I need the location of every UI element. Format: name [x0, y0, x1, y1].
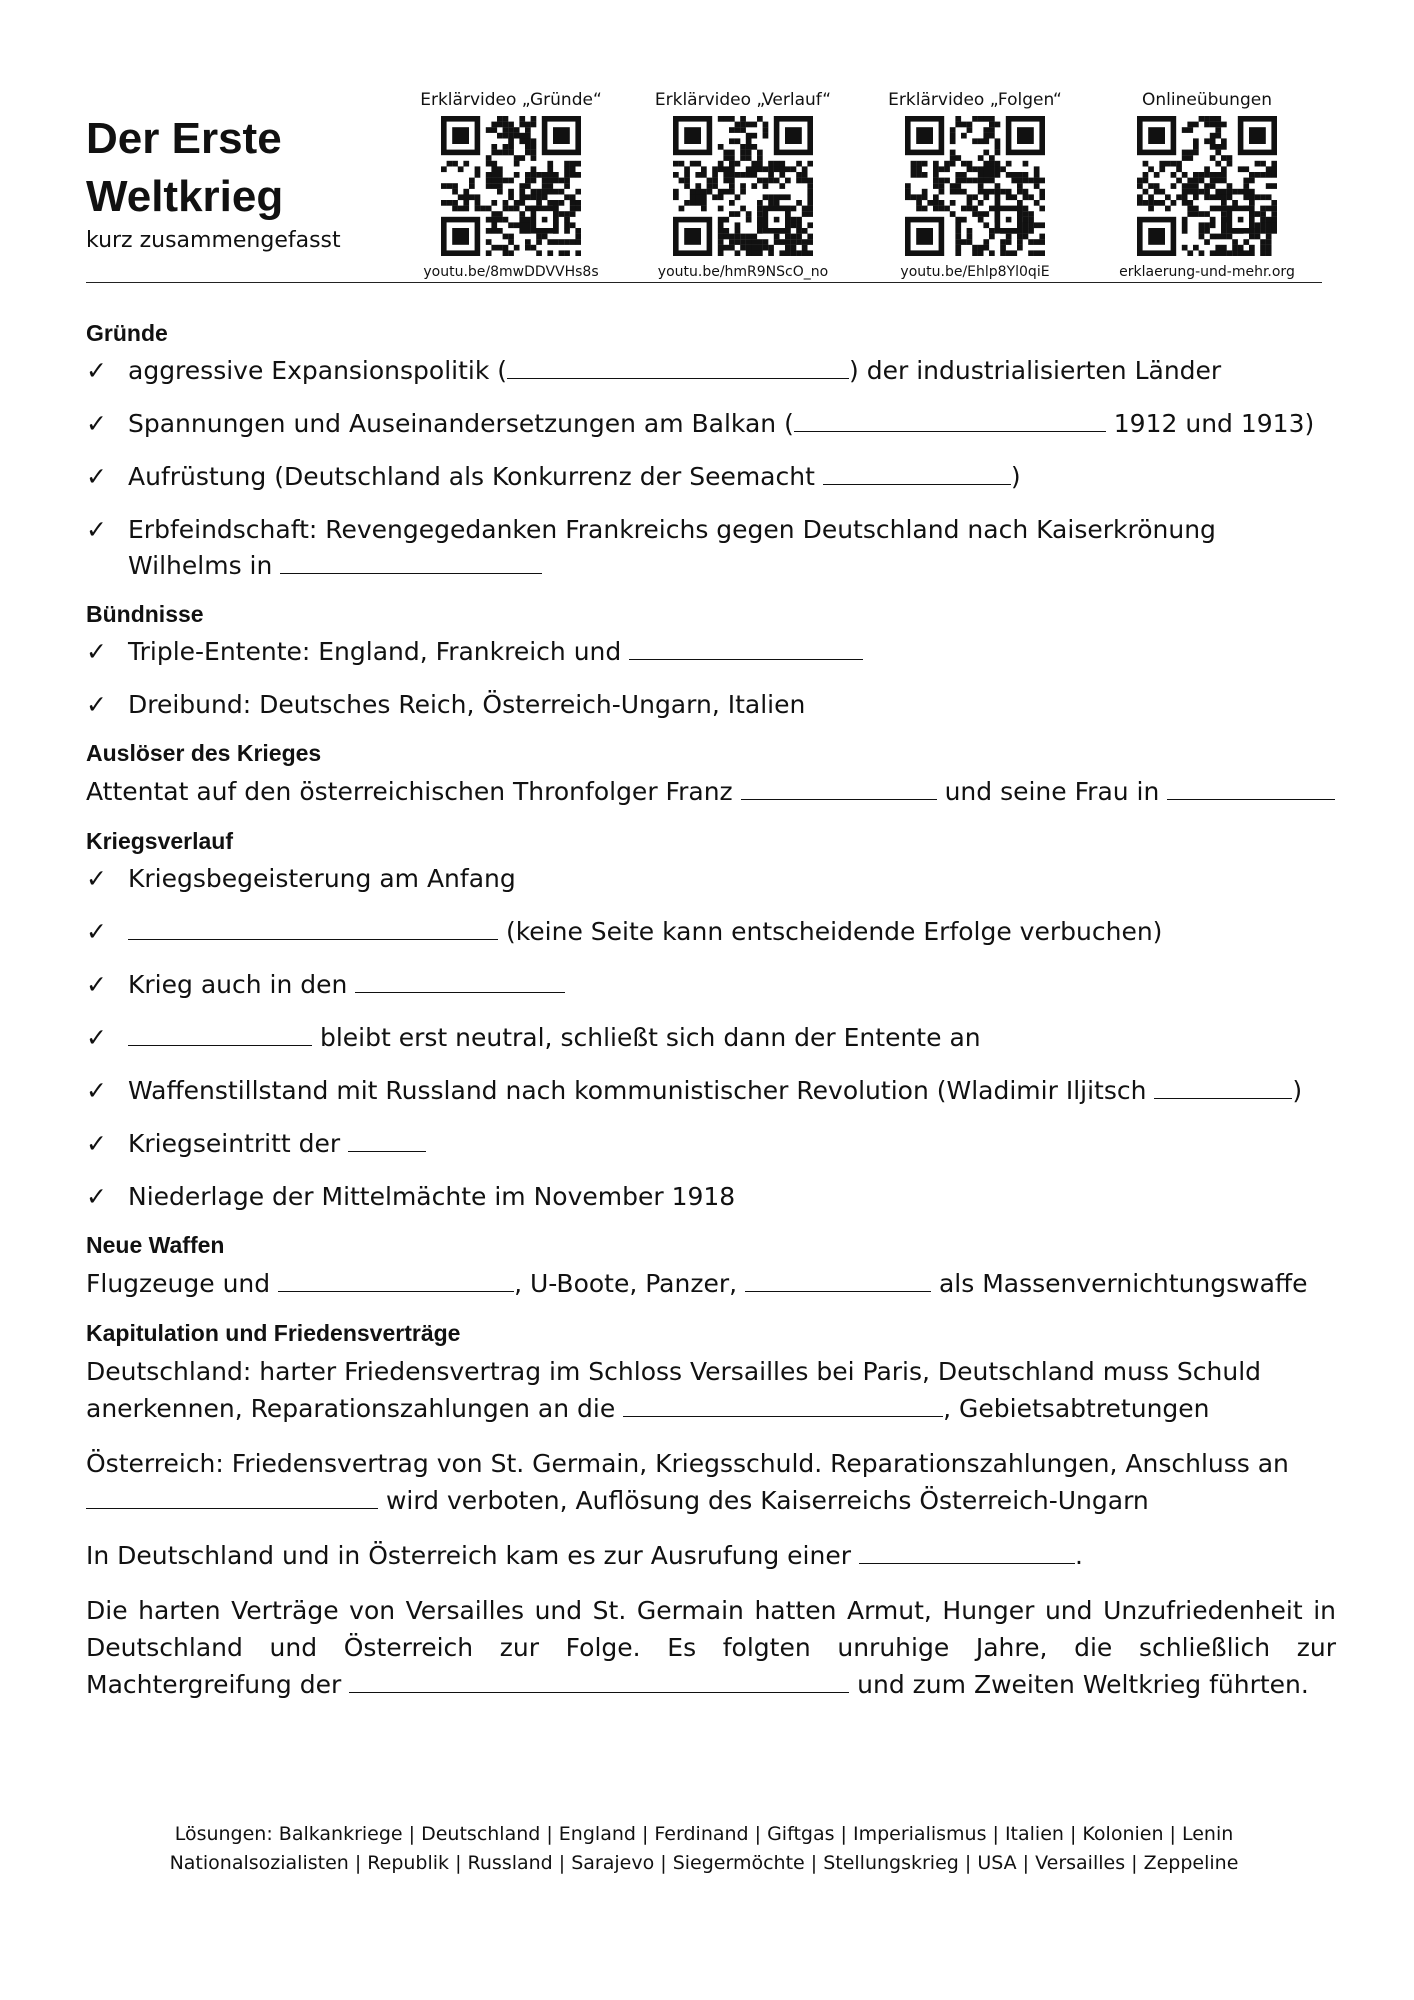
section-kapitulation — [86, 1320, 1336, 1703]
qr-code-icon — [441, 116, 581, 256]
section-kriegsverlauf — [86, 828, 1336, 1215]
paragraph: Die harten Verträge von Versailles und St. Germain hatten Armut, Hunger und Unzufriedenheit in Deutschland und Österreich zur Folge. Es folgten unruhige Jahre, die schließlich zur Machtergreifung der und zum Zweiten Weltkrieg führten. — [86, 1596, 1336, 1699]
section-title: Neue Waffen — [86, 1232, 225, 1258]
paragraph: Österreich: Friedensvertrag von St. Germain, Kriegsschuld. Reparationszahlungen, Anschluss an wird verboten, Auflösung des Kaiserreichs Österreich-Ungarn — [86, 1449, 1289, 1515]
check-icon: ✓ — [86, 917, 107, 946]
paragraph: Attentat auf den österreichischen Thronfolger Franz und seine Frau in — [86, 773, 1336, 810]
list-item: ✓ Dreibund: Deutsches Reich, Österreich-Ungarn, Italien — [86, 687, 1336, 723]
list-item: ✓ Triple-Entente: England, Frankreich und — [86, 634, 1336, 670]
list-item: ✓ (keine Seite kann entscheidende Erfolge verbuchen) — [86, 914, 1336, 950]
list-item: ✓ Waffenstillstand mit Russland nach kommunistischer Revolution (Wladimir Iljitsch ) — [86, 1073, 1336, 1109]
fill-in-blank[interactable] — [86, 1483, 378, 1509]
section-title: Gründe — [86, 320, 168, 346]
fill-in-blank[interactable] — [355, 967, 565, 993]
solutions-footer — [86, 1820, 1322, 1878]
fill-in-blank[interactable] — [1154, 1073, 1292, 1099]
fill-in-blank[interactable] — [741, 774, 937, 800]
paragraph: Deutschland: harter Friedensvertrag im Schloss Versailles bei Paris, Deutschland muss Schuld anerkennen, Reparationszahlungen an die , Gebietsabtretungen — [86, 1357, 1262, 1423]
check-icon: ✓ — [86, 637, 107, 666]
worksheet-header — [86, 90, 1322, 284]
qr-code-gruende — [406, 90, 616, 280]
title-block — [86, 110, 416, 253]
qr-caption: Erklärvideo „Folgen“ — [888, 90, 1062, 110]
solutions-line: Lösungen: Balkankriege | Deutschland | England | Ferdinand | Giftgas | Imperialismus | Italien | Kolonien | Lenin — [174, 1823, 1234, 1845]
qr-code-folgen — [870, 90, 1080, 280]
qr-code-icon — [1137, 116, 1277, 256]
list-item: ✓ bleibt erst neutral, schließt sich dann der Entente an — [86, 1020, 1336, 1056]
section-title: Bündnisse — [86, 601, 204, 627]
check-icon: ✓ — [86, 970, 107, 999]
list-item: ✓ Erbfeindschaft: Revengegedanken Frankreichs gegen Deutschland nach Kaiserkrönung Wilhelms in — [86, 512, 1308, 584]
header-divider — [86, 282, 1322, 283]
check-icon: ✓ — [86, 515, 107, 544]
qr-code-icon — [905, 116, 1045, 256]
fill-in-blank[interactable] — [128, 914, 498, 940]
page-title: Der Erste Weltkrieg — [86, 114, 284, 221]
qr-caption: Onlineübungen — [1142, 90, 1272, 110]
fill-in-blank[interactable] — [128, 1020, 312, 1046]
fill-in-blank[interactable] — [1167, 774, 1335, 800]
qr-url: youtu.be/hmR9NScO_no — [657, 264, 829, 280]
qr-url: youtu.be/8mwDDVVHs8s — [423, 264, 599, 280]
fill-in-blank[interactable] — [629, 634, 863, 660]
check-icon: ✓ — [86, 1129, 107, 1158]
fill-in-blank[interactable] — [745, 1266, 931, 1292]
check-icon: ✓ — [86, 409, 107, 438]
fill-in-blank[interactable] — [278, 1266, 514, 1292]
paragraph: In Deutschland und in Österreich kam es zur Ausrufung einer . — [86, 1537, 1336, 1574]
qr-caption: Erklärvideo „Verlauf“ — [654, 90, 832, 110]
check-icon: ✓ — [86, 1076, 107, 1105]
list-item: ✓ Kriegsbegeisterung am Anfang — [86, 861, 1336, 897]
qr-url: youtu.be/Ehlp8Yl0qiE — [900, 264, 1050, 280]
solutions-line: Nationalsozialisten | Republik | Russland | Sarajevo | Siegermöchte | Stellungskrieg | USA | Versailles | Zeppeline — [169, 1852, 1239, 1874]
check-icon: ✓ — [86, 1182, 107, 1211]
list-item: ✓ Niederlage der Mittelmächte im November 1918 — [86, 1179, 1336, 1215]
fill-in-blank[interactable] — [823, 459, 1011, 485]
fill-in-blank[interactable] — [859, 1538, 1075, 1564]
fill-in-blank[interactable] — [794, 406, 1106, 432]
check-icon: ✓ — [86, 462, 107, 491]
section-ausloeser — [86, 740, 1336, 810]
section-neue-waffen — [86, 1232, 1336, 1302]
qr-code-verlauf — [638, 90, 848, 280]
check-icon: ✓ — [86, 690, 107, 719]
fill-in-blank[interactable] — [623, 1391, 943, 1417]
list-item: ✓ Krieg auch in den — [86, 967, 1336, 1003]
fill-in-blank[interactable] — [348, 1126, 426, 1152]
section-title: Kriegsverlauf — [86, 828, 234, 854]
section-buendnisse — [86, 601, 1336, 723]
qr-url: erklaerung-und-mehr.org — [1119, 264, 1295, 280]
list-item: ✓ Kriegseintritt der — [86, 1126, 1336, 1162]
fill-in-blank[interactable] — [280, 548, 542, 574]
worksheet-content — [86, 320, 1336, 1721]
list-item: ✓ aggressive Expansionspolitik ( ) der industrialisierten Länder — [86, 353, 1336, 389]
section-title: Auslöser des Krieges — [86, 740, 322, 766]
qr-code-icon — [673, 116, 813, 256]
fill-in-blank[interactable] — [507, 353, 849, 379]
qr-caption: Erklärvideo „Gründe“ — [420, 90, 602, 110]
check-icon: ✓ — [86, 864, 107, 893]
section-gruende — [86, 320, 1336, 584]
check-icon: ✓ — [86, 1023, 107, 1052]
check-icon: ✓ — [86, 356, 107, 385]
section-title: Kapitulation und Friedensverträge — [86, 1320, 461, 1346]
qr-code-onlineuebungen — [1102, 90, 1312, 280]
list-item: ✓ Spannungen und Auseinandersetzungen am Balkan ( 1912 und 1913) — [86, 406, 1336, 442]
page-subtitle: kurz zusammengefasst — [86, 228, 341, 253]
fill-in-blank[interactable] — [349, 1667, 849, 1693]
list-item: ✓ Aufrüstung (Deutschland als Konkurrenz der Seemacht ) — [86, 459, 1336, 495]
paragraph: Flugzeuge und , U-Boote, Panzer, als Massenvernichtungswaffe — [86, 1265, 1336, 1302]
